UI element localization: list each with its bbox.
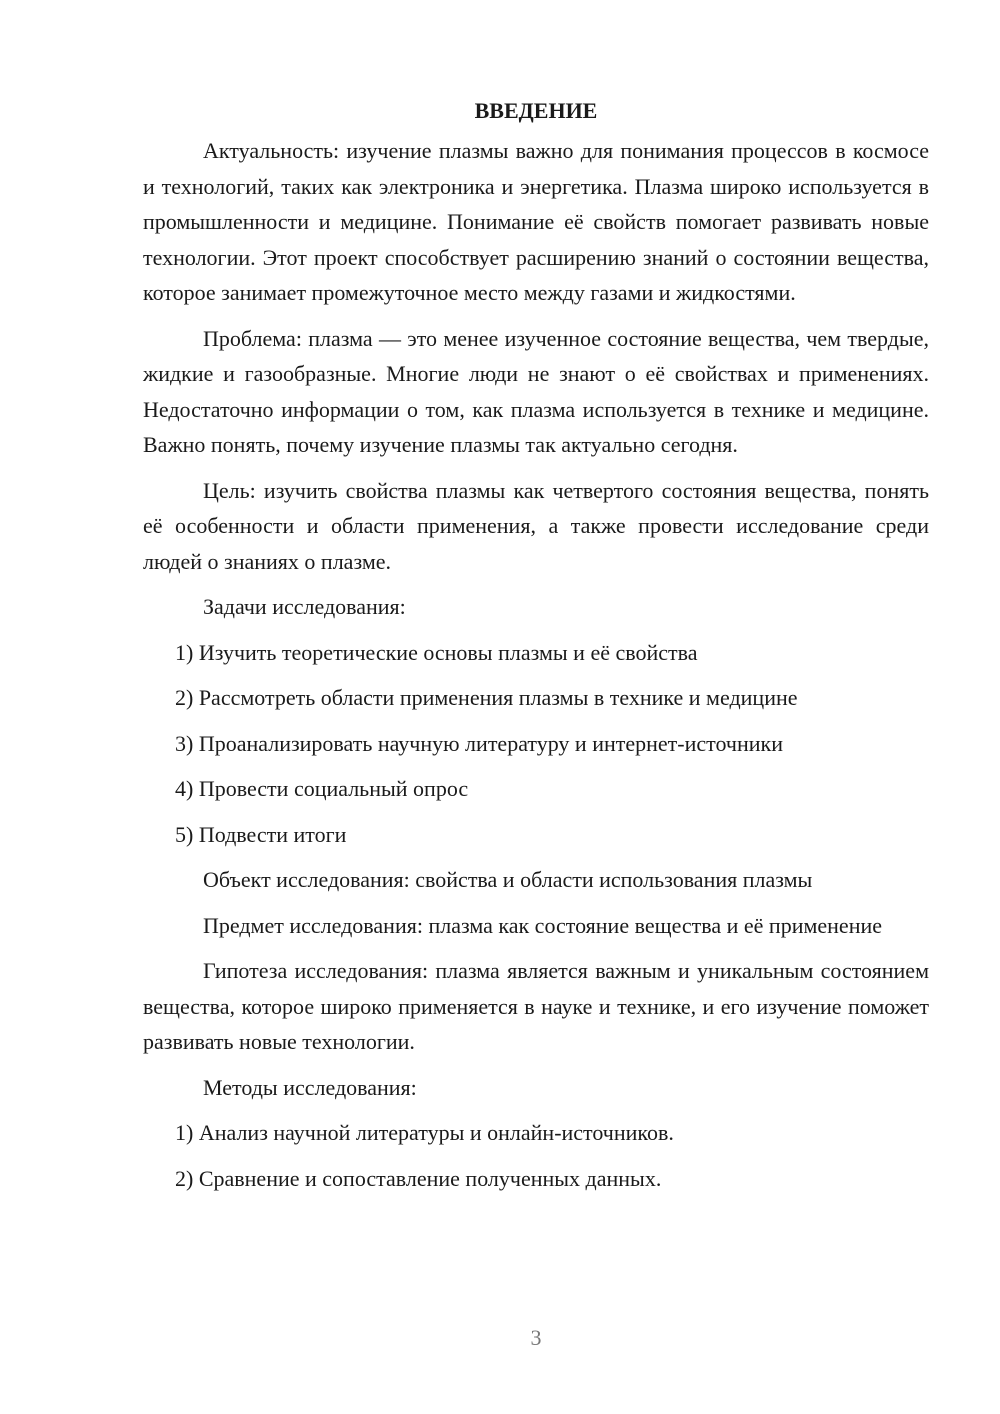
goal-paragraph: Цель: изучить свойства плазмы как четвертого состояния вещества, понять её особенности и области применения, а также провести исследование среди людей о знаниях о плазме. (143, 477, 929, 574)
task-item: 1) Изучить теоретические основы плазмы и её свойства (175, 639, 698, 665)
problem-paragraph: Проблема: плазма — это менее изученное состояние вещества, чем твердые, жидкие и газообразные. Многие люди не знают о её свойствах и применениях. Недостаточно информации о том, как плазма используется в технике и медицине. Важно понять, почему изучение плазмы так актуально сегодня. (143, 325, 929, 457)
tasks-heading: Задачи исследования: (203, 594, 406, 619)
document-page (143, 95, 929, 1206)
section-title: ВВЕДЕНИЕ (474, 98, 598, 123)
subject-paragraph: Предмет исследования: плазма как состояние вещества и её применение (203, 912, 883, 938)
page-number: 3 (530, 1325, 542, 1350)
task-item: 2) Рассмотреть области применения плазмы в технике и медицине (175, 685, 798, 710)
object-paragraph: Объект исследования: свойства и области использования плазмы (203, 867, 813, 892)
task-item: 3) Проанализировать научную литературу и интернет-источники (175, 730, 783, 756)
method-item: 2) Сравнение и сопоставление полученных данных. (175, 1165, 662, 1191)
hypothesis-paragraph: Гипотеза исследования: плазма является важным и уникальным состоянием вещества, которое широко применяется в науке и технике, и его изучение поможет развивать новые технологии. (143, 958, 929, 1054)
task-item: 5) Подвести итоги (175, 821, 347, 847)
methods-heading: Методы исследования: (203, 1074, 417, 1100)
method-item: 1) Анализ научной литературы и онлайн-источников. (175, 1120, 674, 1145)
actuality-paragraph: Актуальность: изучение плазмы важно для понимания процессов в космосе и технологий, таких как электроника и энергетика. Плазма широко используется в промышленности и медицине. Понимание её свойств помогает развивать новые технологии. Этот проект способствует расширению знаний о состоянии вещества, которое занимает промежуточное место между газами и жидкостями. (143, 138, 929, 305)
task-item: 4) Провести социальный опрос (175, 776, 469, 801)
